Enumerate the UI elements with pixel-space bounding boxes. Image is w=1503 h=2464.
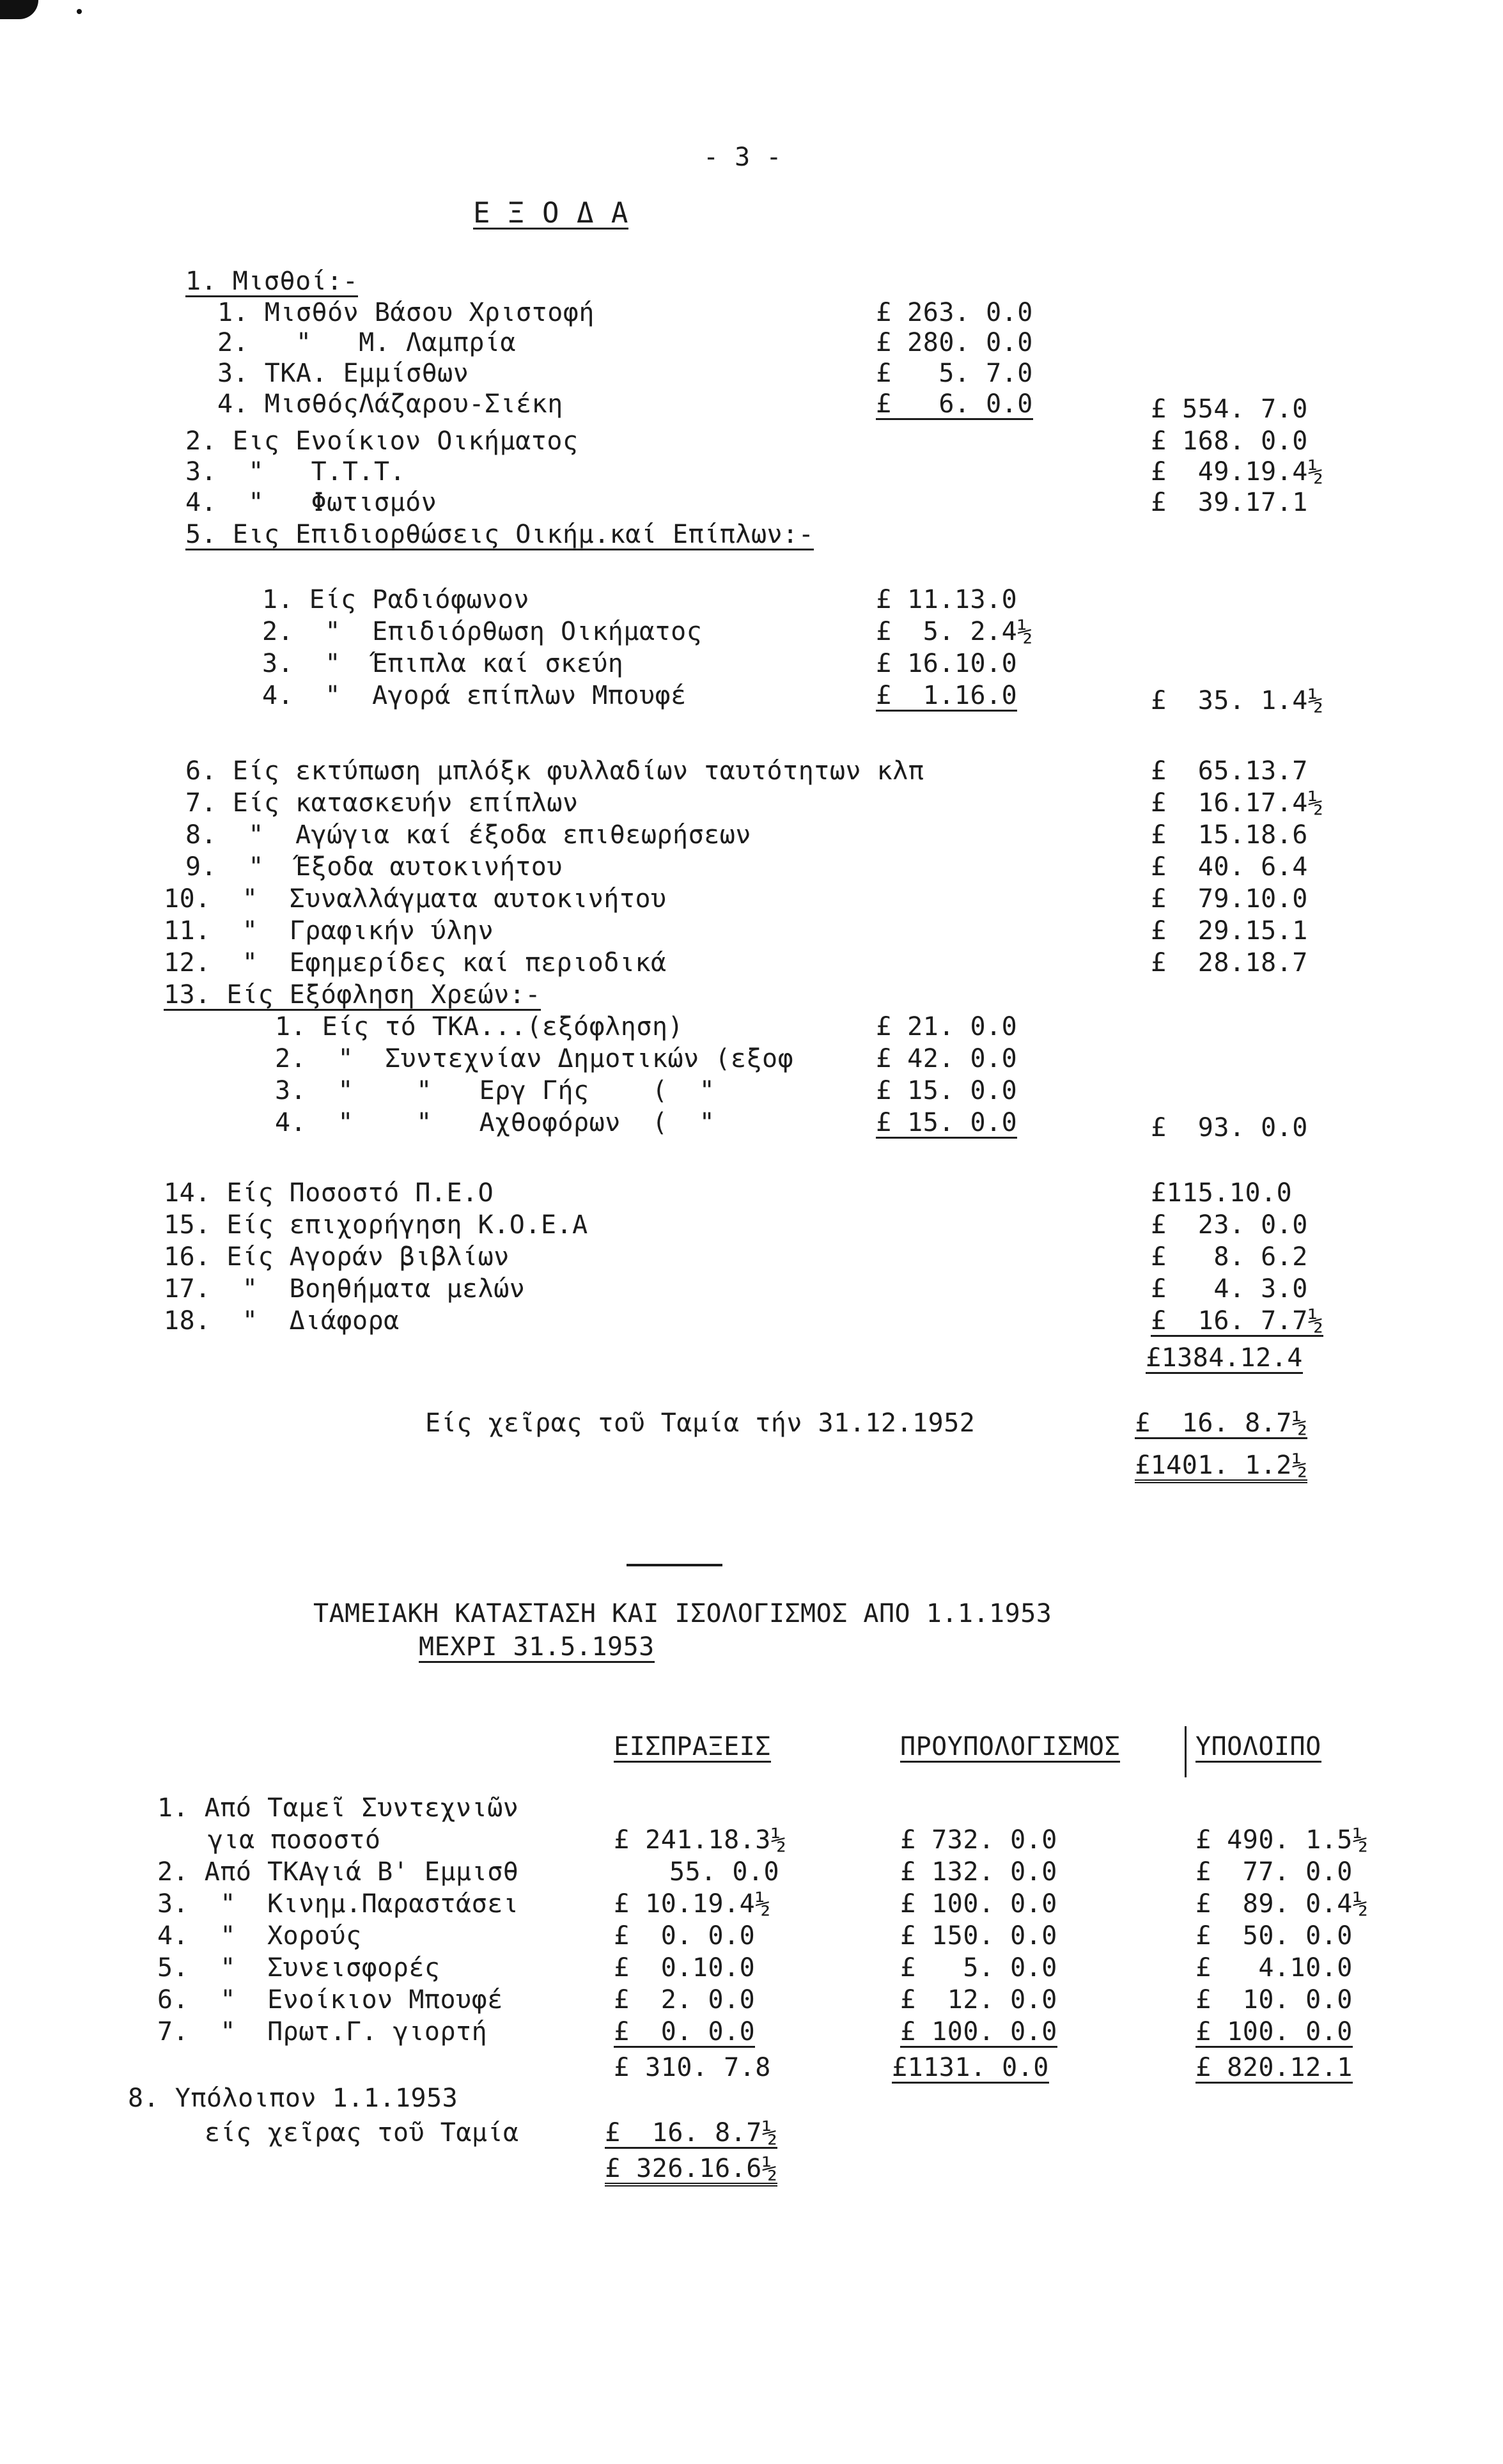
debt-item-amount: £ 42. 0.0 [876, 1044, 1018, 1073]
expense-item-amount: £ 8. 6.2 [1151, 1242, 1308, 1272]
expense-item-amount: £ 168. 0.0 [1151, 426, 1308, 456]
statement-row-label: 6. " Ενοίκιον Μπουφέ [157, 1985, 503, 2015]
statement-row-label: 7. " Πρωτ.Γ. γιορτή [157, 2017, 488, 2047]
expense-item-label: 9. " Έξοδα αυτοκινήτου [185, 852, 563, 882]
statement-row-label: 4. " Χορούς [157, 1921, 362, 1951]
statement-row-balance: £ 4.10.0 [1195, 1953, 1353, 1983]
debt-total: £ 93. 0.0 [1151, 1113, 1308, 1142]
debt-item-amount: £ 21. 0.0 [876, 1012, 1018, 1041]
salary-item-label: 3. ΤΚΑ. Εμμίσθων [217, 359, 469, 388]
expense-item-amount: £ 40. 6.4 [1151, 852, 1308, 882]
expense-item-label: 6. Είς εκτύπωση μπλόξκ φυλλαδίων ταυτότητων κλπ [185, 756, 924, 786]
statement-row-label: 5. " Συνεισφορές [157, 1953, 440, 1983]
receipts-total: £ 310. 7.8 [614, 2053, 771, 2082]
statement-row-receipts: 55. 0.0 [669, 1857, 780, 1887]
statement-row-budget: £ 100. 0.0 [900, 2017, 1057, 2047]
column-header-receipts: ΕΙΣΠΡΑΞΕΙΣ [614, 1732, 771, 1761]
expense-item-label: 12. " Εφημερίδες καί περιοδικά [164, 948, 667, 978]
statement-row-receipts: £ 2. 0.0 [614, 1985, 756, 2015]
statement-row8-label2: είς χεῖρας τοῦ Ταμία [205, 2118, 519, 2148]
expense-item-label: 15. Είς επιχορήγηση Κ.Ο.Ε.Α [164, 1210, 588, 1240]
statement-row-budget: £ 5. 0.0 [900, 1953, 1057, 1983]
expense-item-amount: £ 4. 3.0 [1151, 1274, 1308, 1304]
expense-item-amount: £115.10.0 [1151, 1178, 1293, 1208]
expense-item-amount: £ 65.13.7 [1151, 756, 1308, 786]
debt-item-label: 4. " " Αχθοφόρων ( " [275, 1108, 715, 1137]
salary-item-label: 1. Μισθόν Βάσου Χριστοφή [217, 298, 595, 327]
expense-item-label: 10. " Συναλλάγματα αυτοκινήτου [164, 884, 667, 914]
statement-row-budget: £ 12. 0.0 [900, 1985, 1057, 2015]
expense-item-label: 18. " Διάφορα [164, 1306, 400, 1336]
statement-row8-amount: £ 16. 8.7½ [605, 2118, 778, 2148]
salary-item-label: 4. ΜισθόςΛάζαρου-Σιέκη [217, 389, 563, 419]
expense-item-amount: £ 28.18.7 [1151, 948, 1308, 978]
debt-item-label: 3. " " Εργ Γής ( " [275, 1076, 715, 1105]
expense-item-amount: £ 15.18.6 [1151, 820, 1308, 850]
statement-row-budget: £ 100. 0.0 [900, 1889, 1057, 1919]
expense-item-label: 2. Εις Ενοίκιον Οικήματος [185, 426, 579, 456]
expense-item-label: 14. Είς Ποσοστό Π.Ε.Ο [164, 1178, 494, 1208]
statement-row-receipts: £ 0. 0.0 [614, 2017, 756, 2047]
salary-item-amount: £ 280. 0.0 [876, 328, 1033, 357]
section-debt-title: 13. Είς Εξόφληση Χρεών:- [164, 980, 541, 1010]
statement-row-receipts: £ 0. 0.0 [614, 1921, 756, 1951]
expense-item-amount: £ 29.15.1 [1151, 916, 1308, 946]
statement-row-label: 1. Από Ταμεῖ Συντεχνιῶν [157, 1793, 519, 1823]
debt-item-label: 1. Είς τό ΤΚΑ...(εξόφληση) [275, 1012, 684, 1041]
expense-item-label: 3. " Τ.Τ.Τ. [185, 457, 406, 487]
repair-item-label: 4. " Αγορά επίπλων Μπουφέ [262, 681, 687, 710]
statement-title-line2: ΜΕΧΡΙ 31.5.1953 [419, 1632, 655, 1662]
repair-item-amount: £ 11.13.0 [876, 585, 1018, 614]
salary-item-label: 2. " Μ. Λαμπρία [217, 328, 517, 357]
repair-item-amount: £ 1.16.0 [876, 681, 1018, 710]
statement-row-receipts: £ 0.10.0 [614, 1953, 756, 1983]
expense-item-amount: £ 16. 7.7½ [1151, 1306, 1324, 1336]
statement-row-label2: για ποσοστό [208, 1825, 381, 1855]
column-header-divider [1185, 1726, 1187, 1777]
scan-blot [0, 0, 38, 19]
expense-item-amount: £ 49.19.4½ [1151, 457, 1324, 487]
expense-item-label: 4. " Φωτισμόν [185, 488, 437, 517]
section-repairs-title: 5. Εις Επιδιορθώσεις Οικήμ.καί Επίπλων:- [185, 520, 814, 549]
repair-item-amount: £ 5. 2.4½ [876, 617, 1033, 646]
debt-item-amount: £ 15. 0.0 [876, 1076, 1018, 1105]
expense-item-label: 8. " Αγώγια καί έξοδα επιθεωρήσεων [185, 820, 751, 850]
statement-row-receipts: £ 10.19.4½ [614, 1889, 771, 1919]
salary-item-amount: £ 5. 7.0 [876, 359, 1033, 388]
expense-item-label: 11. " Γραφικήν ύλην [164, 916, 494, 946]
column-header-balance: ΥΠΟΛΟΙΠΟ [1195, 1732, 1321, 1761]
expense-item-amount: £ 39.17.1 [1151, 488, 1308, 517]
statement-row-balance: £ 77. 0.0 [1195, 1857, 1353, 1887]
statement-title: ΤΑΜΕΙΑΚΗ ΚΑΤΑΣΤΑΣΗ ΚΑΙ ΙΣΟΛΟΓΙΣΜΟΣ ΑΠΟ 1.1.1953 [313, 1599, 1052, 1628]
statement-row-balance: £ 10. 0.0 [1195, 1985, 1353, 2015]
column-header-budget: ΠΡΟΥΠΟΛΟΓΙΣΜΟΣ [900, 1732, 1121, 1761]
grand-total: £1401. 1.2½ [1135, 1453, 1307, 1483]
statement-row-balance: £ 490. 1.5½ [1195, 1825, 1369, 1855]
scan-blot [77, 9, 82, 14]
statement-row-balance: £ 89. 0.4½ [1195, 1889, 1369, 1919]
expense-item-label: 16. Είς Αγοράν βιβλίων [164, 1242, 510, 1272]
page-number: - 3 - [703, 143, 782, 172]
debt-item-label: 2. " Συντεχνίαν Δημοτικών (εξοφ [275, 1044, 794, 1073]
debt-item-amount: £ 15. 0.0 [876, 1108, 1018, 1137]
page-title: Ε Ξ Ο Δ Α [473, 197, 628, 230]
expense-item-label: 7. Είς κατασκευήν επίπλων [185, 788, 579, 818]
expense-item-amount: £ 23. 0.0 [1151, 1210, 1308, 1240]
expense-item-amount: £ 16.17.4½ [1151, 788, 1324, 818]
balance-total: £ 820.12.1 [1195, 2053, 1353, 2082]
repair-item-label: 1. Είς Ραδιόφωνον [262, 585, 529, 614]
salary-item-amount: £ 6. 0.0 [876, 389, 1033, 419]
section-salaries-title: 1. Μισθοί:- [185, 267, 359, 296]
statement-final-total: £ 326.16.6½ [605, 2156, 777, 2187]
repair-item-label: 2. " Επιδιόρθωση Οικήματος [262, 617, 703, 646]
repair-item-amount: £ 16.10.0 [876, 649, 1018, 678]
section-divider [627, 1564, 722, 1566]
repairs-total: £ 35. 1.4½ [1151, 686, 1324, 715]
statement-row-budget: £ 132. 0.0 [900, 1857, 1057, 1887]
cash-in-hand-amount: £ 16. 8.7½ [1135, 1408, 1308, 1438]
statement-row-label: 2. Από ΤΚΑγιά Β' Εμμισθ [157, 1857, 519, 1887]
statement-row-budget: £ 150. 0.0 [900, 1921, 1057, 1951]
expense-item-label: 17. " Βοηθήματα μελών [164, 1274, 526, 1304]
statement-row-label: 3. " Κινημ.Παραστάσει [157, 1889, 519, 1919]
statement-row-balance: £ 100. 0.0 [1195, 2017, 1353, 2047]
statement-row-balance: £ 50. 0.0 [1195, 1921, 1353, 1951]
statement-row-receipts: £ 241.18.3½ [614, 1825, 787, 1855]
cash-in-hand-label: Είς χεῖρας τοῦ Ταμία τήν 31.12.1952 [425, 1408, 976, 1438]
repair-item-label: 3. " Έπιπλα καί σκεύη [262, 649, 624, 678]
expense-item-amount: £ 79.10.0 [1151, 884, 1308, 914]
budget-total: £1131. 0.0 [892, 2053, 1049, 2082]
expenses-subtotal: £1384.12.4 [1146, 1343, 1303, 1373]
salary-item-amount: £ 263. 0.0 [876, 298, 1033, 327]
statement-row8-label: 8. Υπόλοιπον 1.1.1953 [128, 2084, 458, 2113]
salaries-total: £ 554. 7.0 [1151, 394, 1308, 424]
statement-row-budget: £ 732. 0.0 [900, 1825, 1057, 1855]
